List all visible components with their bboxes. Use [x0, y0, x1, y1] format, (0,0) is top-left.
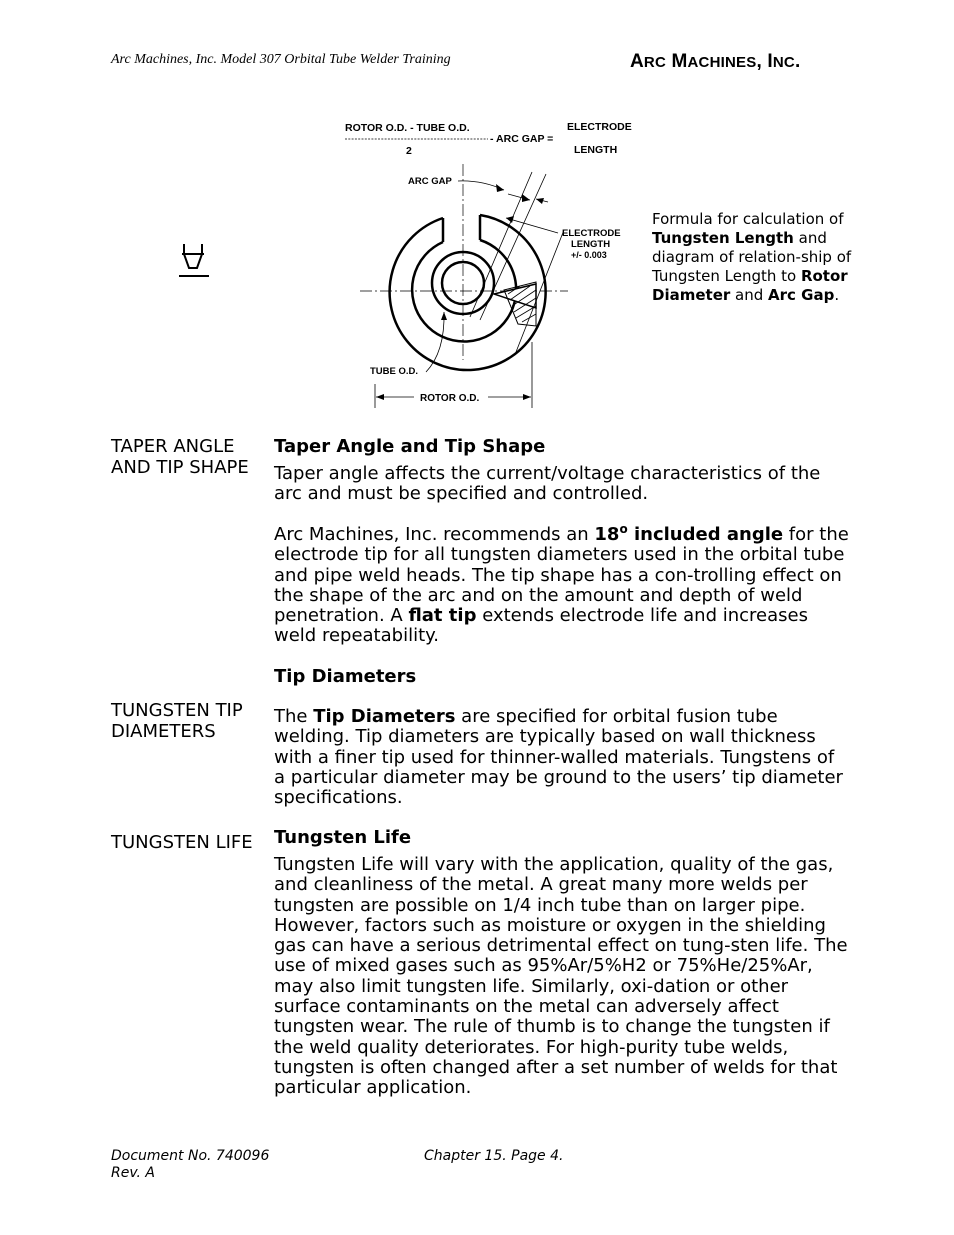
section-heading-tip-diameters: Tip Diameters [274, 666, 417, 687]
label-tolerance: +/- 0.003 [571, 250, 607, 260]
label-arc-gap: ARC GAP [408, 176, 452, 187]
footer-page-number: Chapter 15. Page 4. [424, 1148, 564, 1164]
header-document-title: Arc Machines, Inc. Model 307 Orbital Tube Welder Training [111, 52, 451, 67]
tungsten-life-paragraph: Tungsten Life will vary with the application, quality of the gas, and cleanliness of the metal. A great many more welds per tungsten are possible on 1/4 inch tube than on larger pipe. However, factors such as moisture or oxygen in the shielding gas can have a serious detrimental effect on tung-sten life. The use of mixed gases such as 95%Ar/5%H2 or 75%He/25%Ar, may also limit tungsten life. Similarly, oxi-dation or other surface contaminants on the metal can adversely affect tungsten wear. The rule of thumb is to change the tungsten if the weld quality deteriorates. For high-purity tube welds, tungsten is often changed after a set number of welds for that particular application. [274, 854, 848, 1099]
formula-numerator: ROTOR O.D. - TUBE O.D. [345, 122, 470, 134]
sidebar-label-life: TUNGSTEN LIFE [111, 832, 253, 853]
label-length: LENGTH [571, 239, 611, 250]
section-heading-life: Tungsten Life [274, 827, 412, 848]
label-electrode: ELECTRODE [562, 228, 621, 239]
footer-document-info: Document No. 740096 Rev. A [111, 1148, 270, 1181]
sidebar-label-taper: TAPER ANGLE AND TIP SHAPE [111, 436, 249, 478]
label-rotor-od: ROTOR O.D. [420, 393, 480, 404]
formula-result-top: ELECTRODE [567, 121, 632, 133]
sidebar-label-tip-diameters: TUNGSTEN TIP DIAMETERS [111, 700, 243, 742]
formula-denominator: 2 [406, 145, 412, 157]
tungsten-electrode-icon [176, 240, 212, 282]
figure-caption: Formula for calculation of Tungsten Length and diagram of relation-ship of Tungsten Length to Rotor Diameter and Arc Gap. [652, 210, 852, 304]
formula-minus-arc-gap: - ARC GAP = [490, 133, 554, 145]
section-heading-taper: Taper Angle and Tip Shape [274, 436, 546, 457]
taper-paragraph-1: Taper angle affects the current/voltage characteristics of the arc and must be specified and controlled. [274, 463, 821, 505]
taper-paragraph-2: Arc Machines, Inc. recommends an 18$^o$ included angle for the electrode tip for all tungsten diameters used in the orbital tube and pipe weld heads. The tip shape has a con-trolling effect on the shape of the arc and on the amount and depth of weld penetration. A flat tip extends electrode life and increases weld repeatability. [274, 522, 849, 647]
header-company-name: ARC MACHINES, INC. [630, 51, 801, 72]
label-tube-od: TUBE O.D. [370, 366, 419, 377]
tungsten-length-diagram [340, 112, 650, 412]
formula-result-bottom: LENGTH [574, 144, 618, 156]
tip-diameters-paragraph: The Tip Diameters are specified for orbital fusion tube welding. Tip diameters are typically based on wall thickness with a finer tip used for thinner-walled materials. Tungstens of a particular diameter may be ground to the users’ tip diameter specifications. [274, 706, 843, 809]
